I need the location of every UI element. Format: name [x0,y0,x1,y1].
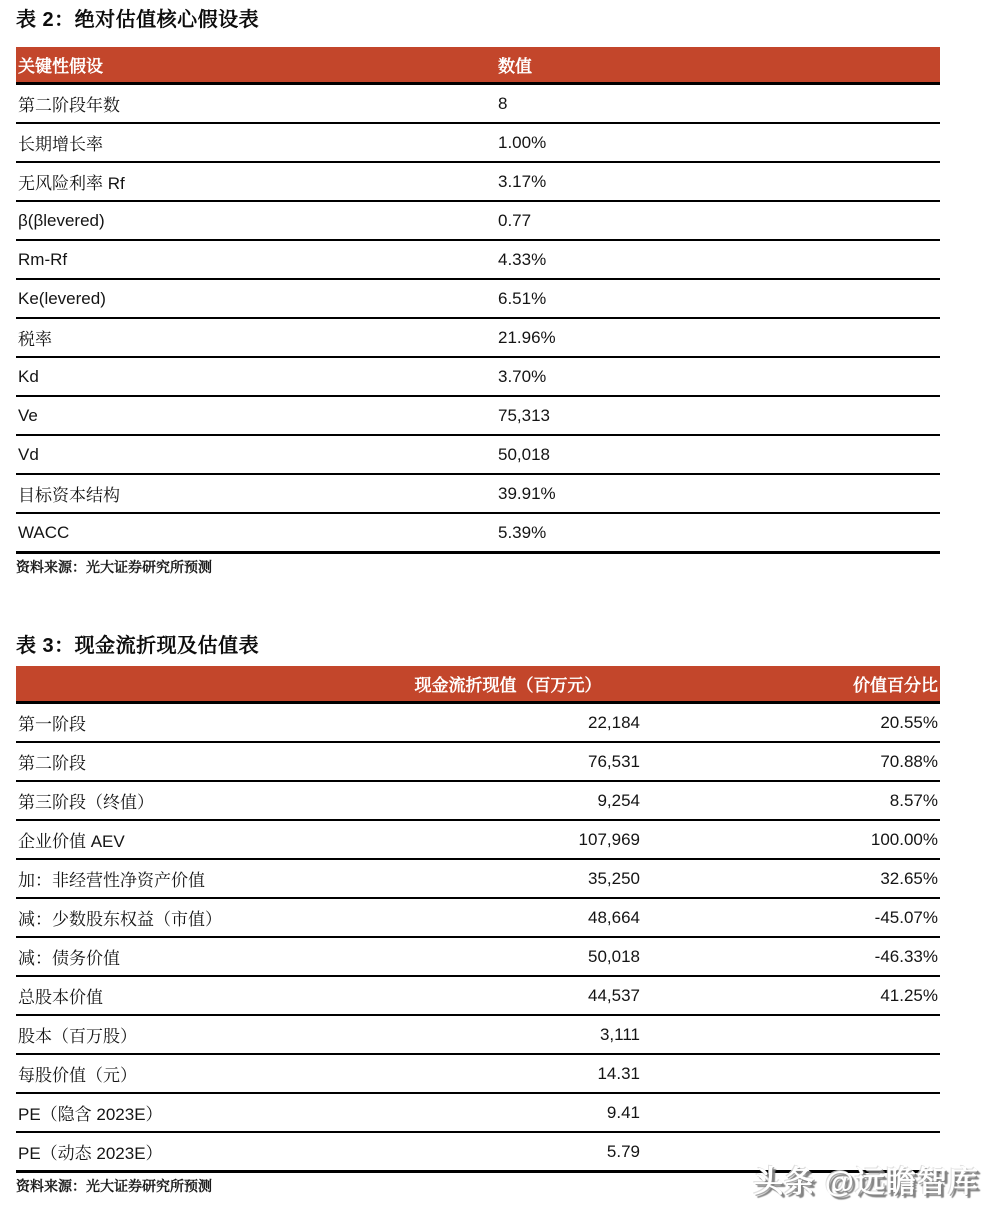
table-row [16,124,940,163]
table-cell: 第三阶段（终值） [18,793,154,812]
table-cell: 32.65% [880,868,938,888]
table-cell: 107,969 [578,829,640,849]
table-cell: 长期增长率 [18,135,103,154]
table-cell: PE（动态 2023E） [18,1144,163,1163]
table-cell: 39.91% [498,483,556,503]
table-cell: 75,313 [498,405,550,425]
table-cell: 5.39% [498,522,547,542]
table-cell: -46.33% [874,946,938,966]
table-cell: WACC [18,522,70,542]
table-row [16,358,940,397]
table-cell: -45.07% [874,907,938,927]
table-row [16,899,940,938]
table-row [16,163,940,202]
table2-body [16,85,940,554]
table-cell: 35,250 [588,868,640,888]
table2-absolute-valuation-assumptions [16,47,940,554]
table2-header-value: 数值 [498,57,532,76]
table-cell: 41.25% [880,985,938,1005]
table-cell: 目标资本结构 [18,486,120,505]
table-cell: 8.57% [889,790,938,810]
table-row [16,436,940,475]
table-cell: Ke(levered) [18,288,106,308]
table-cell: 减：少数股东权益（市值） [18,910,222,929]
table-row [16,1055,940,1094]
table-cell: 股本（百万股） [18,1027,137,1046]
table-cell: 6.51% [498,288,547,308]
table-cell: Vd [18,444,39,464]
table3-header-value-percentage: 价值百分比 [853,676,938,695]
table-row [16,241,940,280]
table-cell: 9.41 [606,1102,640,1122]
table-row [16,85,940,124]
table2-title: 表 2：绝对估值核心假设表 [16,9,260,31]
table-cell: 21.96% [498,327,556,347]
table-row [16,704,940,743]
table-cell: 4.33% [498,249,547,269]
table-cell: 0.77 [498,210,532,230]
table-cell: 20.55% [880,712,938,732]
table-cell: 8 [498,93,508,113]
table-row [16,977,940,1016]
table-row [16,397,940,436]
table-cell: 企业价值 AEV [18,832,125,851]
table-cell: 50,018 [498,444,550,464]
table-cell: β(βlevered) [18,210,105,230]
table-row [16,280,940,319]
table-cell: PE（隐含 2023E） [18,1105,163,1124]
table3-body [16,704,940,1173]
table-row [16,743,940,782]
table-cell: 第二阶段 [18,754,86,773]
table-cell: 22,184 [588,712,640,732]
table3-source-note: 资料来源：光大证券研究所预测 [16,1178,212,1194]
table-cell: 76,531 [588,751,640,771]
table-row [16,319,940,358]
table2-source-note: 资料来源：光大证券研究所预测 [16,559,212,575]
table-cell: 加：非经营性净资产价值 [18,871,205,890]
table-cell: Kd [18,366,39,386]
table-row [16,514,940,551]
table-cell: 5.79 [606,1141,640,1161]
table-row [16,782,940,821]
table-cell: Rm-Rf [18,249,68,269]
table3-header-dcf-value: 现金流折现值（百万元） [414,676,602,695]
table-cell: 9,254 [597,790,640,810]
table-row [16,938,940,977]
table-cell: 48,664 [588,907,640,927]
table-row [16,860,940,899]
report-page [16,0,940,1195]
table-cell: 1.00% [498,132,547,152]
table2-header-row [16,47,940,85]
table-cell: 3.17% [498,171,547,191]
table-cell: 14.31 [597,1063,640,1083]
table-cell: Ve [18,405,38,425]
table-cell: 3,111 [599,1024,640,1044]
table2-header-key-assumption: 关键性假设 [18,57,103,76]
table-cell: 第二阶段年数 [18,96,120,115]
table-row [16,1094,940,1133]
table-cell: 3.70% [498,366,547,386]
table-cell: 总股本价值 [18,988,103,1007]
table-row [16,821,940,860]
table-cell: 减：债务价值 [18,949,120,968]
table-row [16,202,940,241]
table-cell: 70.88% [880,751,938,771]
toutiao-watermark: 头条 @远瞻智库 [753,1166,979,1199]
table-row [16,475,940,514]
table3-dcf-valuation [16,666,940,1173]
table-cell: 每股价值（元） [18,1066,137,1085]
table3-header-row [16,666,940,704]
table-cell: 44,537 [588,985,640,1005]
table-cell: 税率 [18,330,52,349]
table-cell: 100.00% [870,829,938,849]
table-cell: 第一阶段 [18,715,86,734]
table-cell: 50,018 [588,946,640,966]
table3-title: 表 3：现金流折现及估值表 [16,635,260,657]
table-row [16,1016,940,1055]
table-cell: 无风险利率 Rf [18,174,125,193]
